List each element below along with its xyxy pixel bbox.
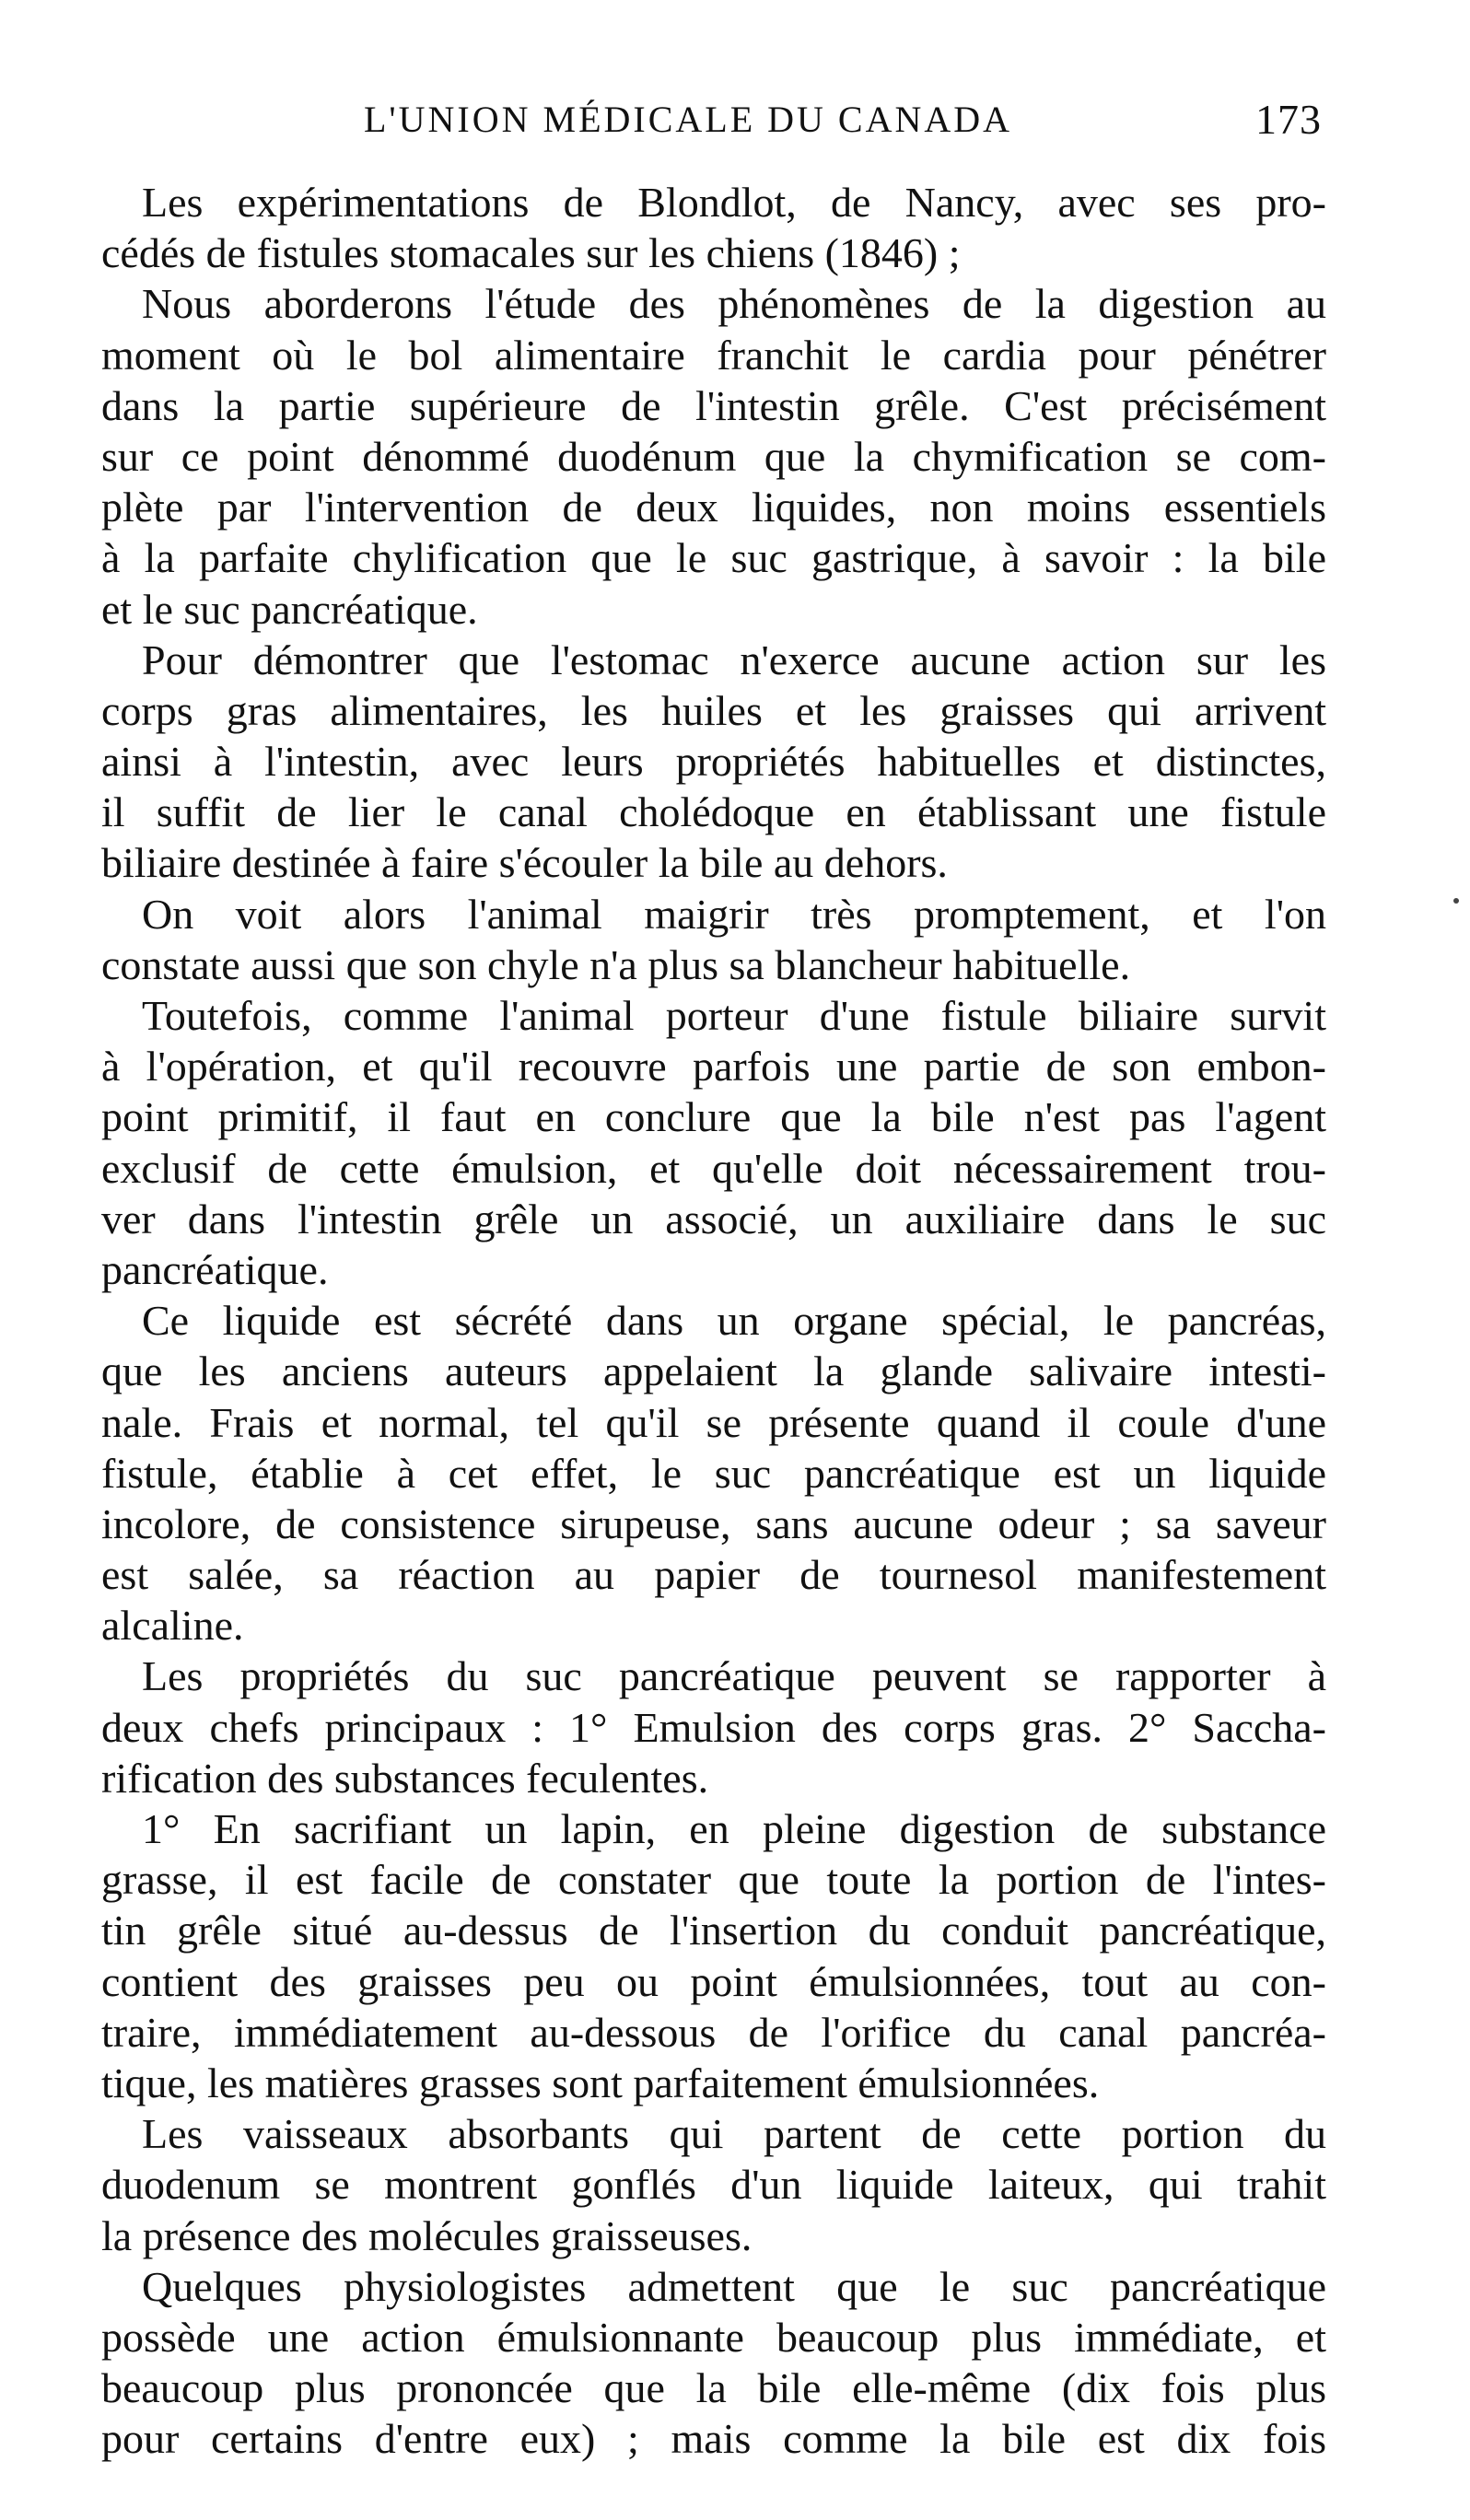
text-line: à la parfaite chylification que le suc gastrique, à savoir : la bile xyxy=(101,534,1326,582)
text-line: incolore, de consistence sirupeuse, sans aucune odeur ; sa saveur xyxy=(101,1499,1326,1547)
text-line: dans la partie supérieure de l'intestin grêle. C'est précisément xyxy=(101,381,1326,429)
paragraph xyxy=(101,1651,1326,1803)
text-line: deux chefs principaux : 1° Emulsion des corps gras. 2° Saccha- xyxy=(101,1703,1326,1751)
text-line: Pour démontrer que l'estomac n'exerce aucune action sur les xyxy=(142,636,1326,683)
body-text xyxy=(101,177,1326,2464)
running-head xyxy=(364,92,1322,147)
text-line: Nous aborderons l'étude des phénomènes de la digestion au xyxy=(142,280,1326,328)
text-line: la présence des molécules graisseuses. xyxy=(101,2211,752,2259)
text-line: plète par l'intervention de deux liquides, non moins essentiels xyxy=(101,484,1326,531)
text-line: duodenum se montrent gonflés d'un liquide laiteux, qui trahit xyxy=(101,2161,1326,2209)
text-line: sur ce point dénommé duodénum que la chymification se com- xyxy=(101,432,1326,480)
text-line: beaucoup plus prononcée que la bile elle-même (dix fois plus xyxy=(101,2364,1326,2412)
text-line: exclusif de cette émulsion, et qu'elle doit nécessairement trou- xyxy=(101,1144,1326,1192)
text-line: Toutefois, comme l'animal porteur d'une fistule biliaire survit xyxy=(142,992,1326,1039)
text-line: biliaire destinée à faire s'écouler la bile au dehors. xyxy=(101,839,948,887)
page-number: 173 xyxy=(1255,96,1322,143)
text-line: 1° En sacrifiant un lapin, en pleine digestion de substance xyxy=(142,1805,1326,1852)
text-line: ainsi à l'intestin, avec leurs propriétés habituelles et distinctes, xyxy=(101,738,1326,786)
margin-mark xyxy=(1453,898,1459,904)
text-line: contient des graisses peu ou point émulsionnées, tout au con- xyxy=(101,1957,1326,2005)
paragraph xyxy=(101,2261,1326,2465)
paragraph xyxy=(101,635,1326,889)
text-line: à l'opération, et qu'il recouvre parfois une partie de son embon- xyxy=(101,1043,1326,1091)
text-line: traire, immédiatement au-dessous de l'orifice du canal pancréa- xyxy=(101,2008,1326,2056)
text-line: On voit alors l'animal maigrir très promptement, et l'on xyxy=(142,890,1326,938)
text-line: Les vaisseaux absorbants qui partent de cette portion du xyxy=(142,2110,1326,2158)
text-line: Les expérimentations de Blondlot, de Nancy, avec ses pro- xyxy=(142,179,1326,226)
running-title: L'UNION MÉDICALE DU CANADA xyxy=(364,99,1013,140)
text-line: point primitif, il faut en conclure que la bile n'est pas l'agent xyxy=(101,1093,1326,1141)
text-line: constate aussi que son chyle n'a plus sa blancheur habituelle. xyxy=(101,940,1131,988)
text-line: tin grêle situé au-dessus de l'insertion du conduit pancréatique, xyxy=(101,1907,1326,1954)
text-line: il suffit de lier le canal cholédoque en établissant une fistule xyxy=(101,788,1326,836)
text-line: Ce liquide est sécrété dans un organe spécial, le pancréas, xyxy=(142,1297,1326,1345)
text-line: et le suc pancréatique. xyxy=(101,585,478,633)
text-line: rification des substances feculentes. xyxy=(101,1754,709,1802)
text-line: que les anciens auteurs appelaient la glande salivaire intesti- xyxy=(101,1348,1326,1395)
text-line: alcaline. xyxy=(101,1602,244,1650)
paragraph xyxy=(101,1803,1326,2108)
paragraph xyxy=(101,990,1326,1295)
text-line: moment où le bol alimentaire franchit le cardia pour pénétrer xyxy=(101,331,1326,379)
paragraph xyxy=(101,889,1326,990)
text-line: tique, les matières grasses sont parfaitement émulsionnées. xyxy=(101,2059,1100,2106)
text-line: ver dans l'intestin grêle un associé, un auxiliaire dans le suc xyxy=(101,1195,1326,1242)
text-line: pancréatique. xyxy=(101,1245,329,1293)
text-line: nale. Frais et normal, tel qu'il se présente quand il coule d'une xyxy=(101,1398,1326,1446)
text-line: possède une action émulsionnante beaucoup plus immédiate, et xyxy=(101,2313,1326,2361)
text-line: grasse, il est facile de constater que toute la portion de l'intes- xyxy=(101,1856,1326,1904)
paragraph xyxy=(101,177,1326,278)
text-line: Les propriétés du suc pancréatique peuvent se rapporter à xyxy=(142,1652,1326,1700)
paragraph xyxy=(101,2108,1326,2261)
text-line: corps gras alimentaires, les huiles et les graisses qui arrivent xyxy=(101,686,1326,734)
paragraph xyxy=(101,278,1326,634)
paragraph xyxy=(101,1295,1326,1651)
text-line: Quelques physiologistes admettent que le suc pancréatique xyxy=(142,2262,1326,2310)
text-line: est salée, sa réaction au papier de tournesol manifestement xyxy=(101,1551,1326,1599)
text-line: fistule, établie à cet effet, le suc pancréatique est un liquide xyxy=(101,1449,1326,1497)
text-line: pour certains d'entre eux) ; mais comme la bile est dix fois xyxy=(101,2415,1326,2463)
text-line: cédés de fistules stomacales sur les chiens (1846) ; xyxy=(101,229,961,277)
